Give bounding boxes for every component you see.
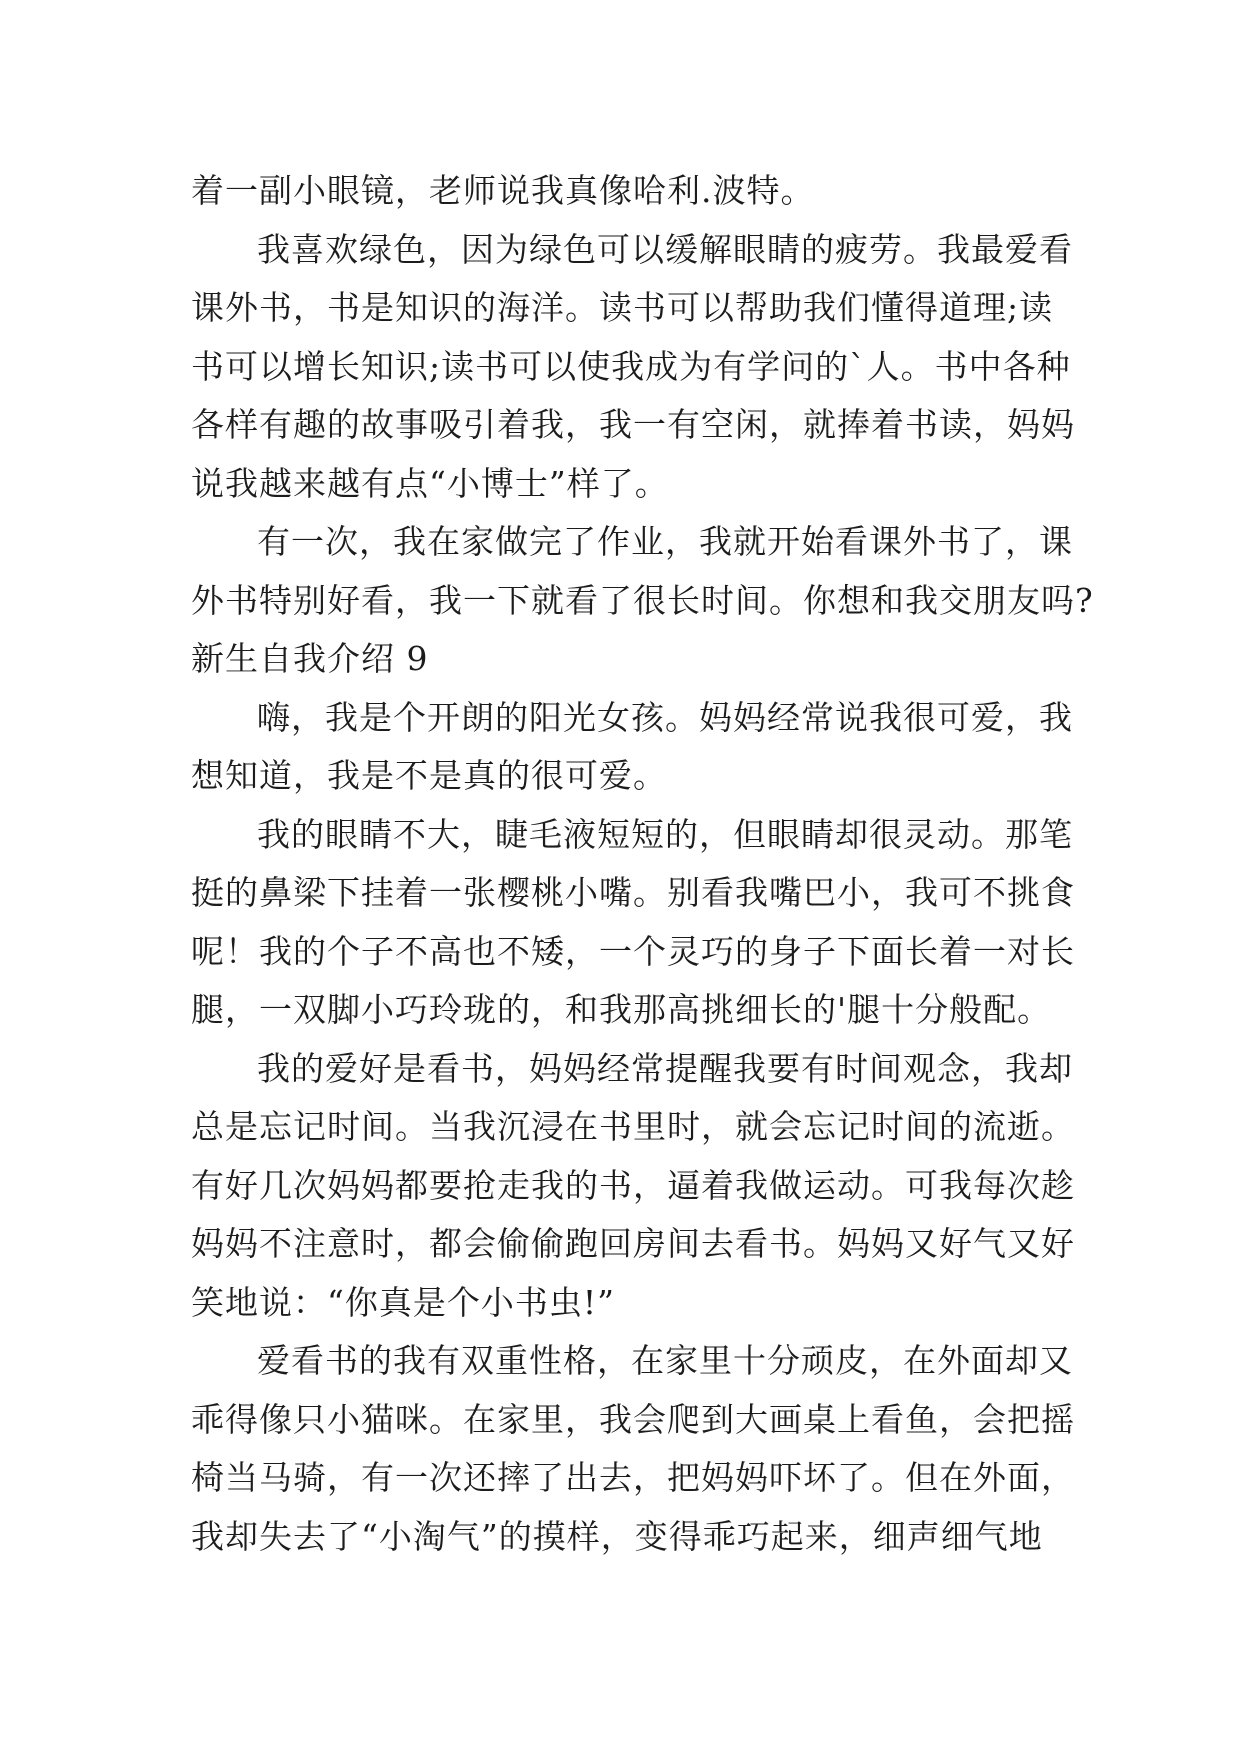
text-line-4: 书可以增长知识;读书可以使我成为有学问的`人。书中各种: [191, 346, 1071, 386]
text-line-6: 说我越来越有点“小博士”样了。: [191, 463, 669, 503]
text-line-16: 我的爱好是看书，妈妈经常提醒我要有时间观念，我却: [257, 1048, 1073, 1088]
text-line-3: 课外书，书是知识的海洋。读书可以帮助我们懂得道理;读: [191, 288, 1054, 327]
text-line-17: 总是忘记时间。当我沉浸在书里时，就会忘记时间的流逝。: [191, 1107, 1075, 1146]
text-line-2: 我喜欢绿色，因为绿色可以缓解眼睛的疲劳。我最爱看: [257, 229, 1073, 269]
text-line-22: 乖得像只小猫咪。在家里，我会爬到大画桌上看鱼，会把摇: [191, 1399, 1075, 1439]
document-body: [191, 162, 1094, 1566]
text-line-5: 各样有趣的故事吸引着我，我一有空闲，就捧着书读，妈妈: [191, 405, 1075, 444]
text-line-8: 外书特别好看，我一下就看了很长时间。你想和我交朋友吗?: [191, 580, 1094, 620]
text-line-13: 挺的鼻梁下挂着一张樱桃小嘴。别看我嘴巴小，我可不挑食: [191, 873, 1075, 912]
text-line-20: 笑地说：“你真是个小书虫!”: [191, 1282, 616, 1322]
text-line-21: 爱看书的我有双重性格，在家里十分顽皮，在外面却又: [257, 1341, 1073, 1380]
text-line-10: 嗨，我是个开朗的阳光女孩。妈妈经常说我很可爱，我: [257, 697, 1073, 737]
text-line-14: 呢！我的个子不高也不矮，一个灵巧的身子下面长着一对长: [191, 931, 1075, 971]
section-heading: 新生自我介绍 9: [191, 639, 429, 678]
text-line-12: 我的眼睛不大，睫毛液短短的，但眼睛却很灵动。那笔: [257, 814, 1073, 854]
text-line-19: 妈妈不注意时，都会偷偷跑回房间去看书。妈妈又好气又好: [191, 1224, 1075, 1263]
text-line-7: 有一次，我在家做完了作业，我就开始看课外书了，课: [257, 522, 1073, 561]
text-line-15: 腿，一双脚小巧玲珑的，和我那高挑细长的'腿十分般配。: [191, 990, 1052, 1029]
text-line-23: 椅当马骑，有一次还摔了出去，把妈妈吓坏了。但在外面，: [191, 1458, 1075, 1497]
text-line-11: 想知道，我是不是真的很可爱。: [191, 756, 667, 795]
text-line-1: 着一副小眼镜，老师说我真像哈利.波特。: [191, 171, 815, 210]
text-line-24: 我却失去了“小淘气”的摸样，变得乖巧起来，细声细气地: [191, 1516, 1043, 1556]
text-line-18: 有好几次妈妈都要抢走我的书，逼着我做运动。可我每次趁: [191, 1165, 1075, 1205]
